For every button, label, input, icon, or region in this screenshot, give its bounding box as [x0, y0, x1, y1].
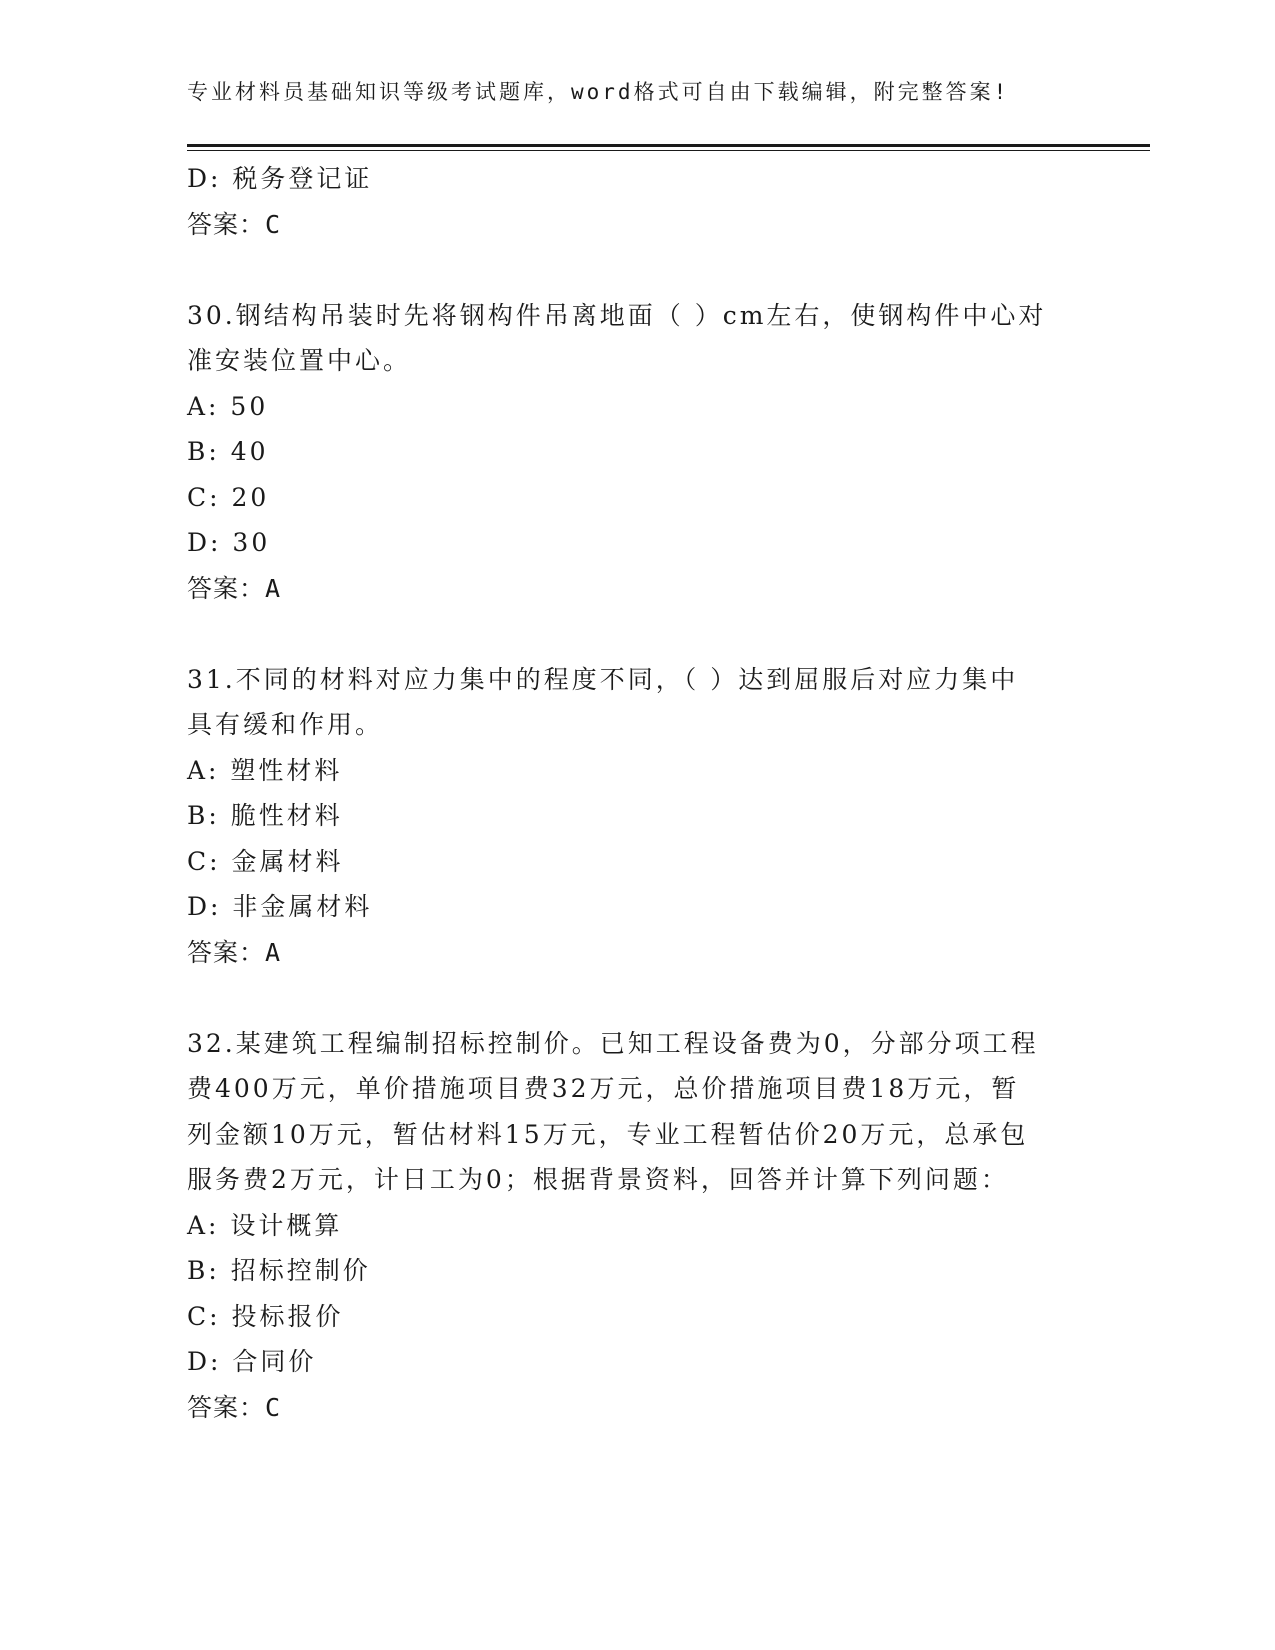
answer-line: 答案：A	[187, 937, 282, 967]
question-stem-line: 30.钢结构吊装时先将钢构件吊离地面（ ）cm左右，使钢构件中心对	[187, 300, 1047, 330]
answer-line: 答案：A	[187, 573, 282, 603]
option-b: B: 40	[187, 437, 269, 466]
option-b: B: 招标控制价	[187, 1256, 371, 1285]
header-divider-thick	[187, 144, 1150, 147]
option-a: A: 设计概算	[187, 1210, 343, 1240]
option-c: C: 20	[187, 482, 270, 512]
option-a: A: 50	[187, 391, 269, 421]
question-stem-line: 具有缓和作用。	[187, 710, 384, 739]
question-32	[187, 1021, 1077, 1431]
question-stem-line: 32.某建筑工程编制招标控制价。已知工程设备费为0，分部分项工程	[187, 1028, 1039, 1058]
option-d: D: 合同价	[187, 1347, 317, 1376]
question-31	[187, 657, 1077, 976]
option-b: B: 脆性材料	[187, 801, 343, 830]
header-divider-thin	[187, 150, 1150, 151]
option-a: A: 塑性材料	[187, 755, 343, 785]
question-stem-line: 服务费2万元，计日工为0；根据背景资料，回答并计算下列问题：	[187, 1165, 1009, 1194]
question-30	[187, 293, 1077, 612]
document-content	[187, 156, 1077, 1430]
question-stem-line: 31.不同的材料对应力集中的程度不同，（ ）达到屈服后对应力集中	[187, 664, 1019, 694]
option-d: D: 非金属材料	[187, 892, 373, 921]
carryover-answer: 答案：C	[187, 209, 282, 239]
answer-line: 答案：C	[187, 1392, 282, 1422]
option-d: D: 30	[187, 528, 271, 557]
question-stem-line: 费400万元，单价措施项目费32万元，总价措施项目费18万元，暂	[187, 1074, 1020, 1103]
question-stem-line: 准安装位置中心。	[187, 346, 412, 375]
carryover-option-d: D: 税务登记证	[187, 164, 373, 193]
question-stem-line: 列金额10万元，暂估材料15万元，专业工程暂估价20万元，总承包	[187, 1119, 1029, 1149]
option-c: C: 投标报价	[187, 1301, 344, 1331]
page-header: 专业材料员基础知识等级考试题库，word格式可自由下载编辑，附完整答案!	[187, 80, 1010, 104]
option-c: C: 金属材料	[187, 846, 344, 876]
